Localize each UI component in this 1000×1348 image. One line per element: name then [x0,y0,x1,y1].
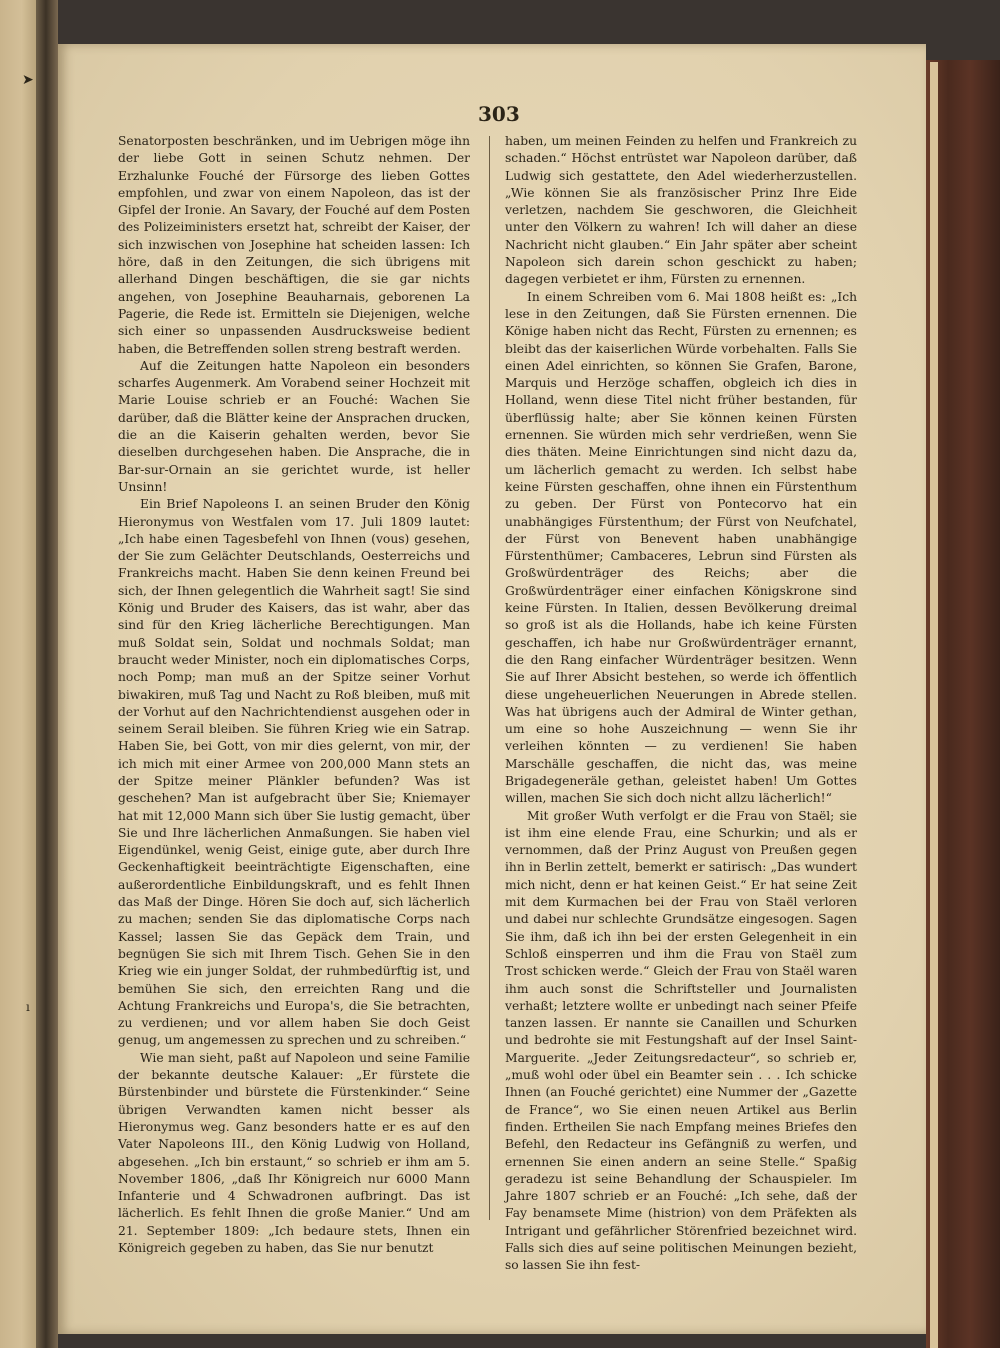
text-column-left [118,133,470,1257]
book-gutter [36,0,58,1348]
facing-page-edge [0,0,36,1348]
column-divider [489,136,490,1220]
paragraph: Senatorposten beschränken, und im Uebrigen möge ihn der liebe Gott in seinen Schutz nehmen. Der Erzhalunke Fouché der Fürsorge des lieben Gottes empfohlen, und zwar von einem Napoleon, das ist der Gipfel der Ironie. An Savary, der Fouché auf dem Posten des Polizeiministers ersetzt hat, schreibt der Kaiser, der sich inzwischen von Josephine hat scheiden lassen: Ich höre, daß in den Zeitungen, die sich übrigens mit allerhand Dingen beschäftigen, die sie gar nichts angehen, von Josephine Beauharnais, geborenen La Pagerie, die Rede ist. Ermitteln sie Diejenigen, welche sich einer so unpassenden Ausdrucksweise bedient haben, die Betreffenden sollen streng bestraft werden. [118,134,470,356]
margin-arrow-mark: ➤ [22,72,34,88]
paragraph: haben, um meinen Feinden zu helfen und Frankreich zu schaden.“ Höchst entrüstet war Napoleon darüber, daß Ludwig sich gestattete, den Adel wiederherzustellen. „Wie können Sie als französischer Prinz Ihre Eide verletzen, nachdem Sie geschworen, die Gleichheit unter den Völkern zu wahren! Ich will daher an diese Nachricht nicht glauben.“ Ein Jahr später aber scheint Napoleon sich darein schon geschickt zu haben; dagegen verbietet er ihm, Fürsten zu ernennen. [505,134,857,287]
paragraph: Auf die Zeitungen hatte Napoleon ein besonders scharfes Augenmerk. Am Vorabend seiner Hochzeit mit Marie Louise schrieb er an Fouché: Wachen Sie darüber, daß die Blätter keine der Ansprachen drucken, die an die Kaiserin gehalten werden, bevor Sie dieselben durchgesehen haben. Die Ansprache, die in Bar-sur-Ornain an sie gerichtet wurde, ist heller Unsinn! [118,358,470,494]
paragraph: Wie man sieht, paßt auf Napoleon und seine Familie der bekannte deutsche Kalauer: „Er fürstete die Bürstenbinder und bürstete die Fürstenkinder.“ Seine übrigen Verwandten kamen nicht besser als Hieronymus weg. Ganz besonders hatte er es auf den Vater Napoleons III., den König Ludwig von Holland, abgesehen. „Ich bin erstaunt,“ so schrieb er ihm am 5. November 1806, „daß Ihr Königreich nur 6000 Mann Infanterie und 4 Schwadronen aufbringt. Das ist lächerlich. Es fehlt Ihnen die große Manier.“ Und am 21. September 1809: „Ich bedaure stets, Ihnen ein Königreich gegeben zu haben, das Sie nur benutzt [118,1050,470,1255]
paragraph: Mit großer Wuth verfolgt er die Frau von Staël; sie ist ihm eine elende Frau, eine Schurkin; und als er vernommen, daß der Prinz August von Preußen gegen ihn in Berlin zettelt, bemerkt er satirisch: „Das wundert mich nicht, denn er hat keinen Geist.“ Er hat seine Zeit mit dem Kurmachen bei der Frau von Staël verloren und dabei nur schlechte Grundsätze eingesogen. Sagen Sie ihm, daß ich ihn bei der ersten Gelegenheit in ein Schloß einsperren und ihm die Frau von Staël zum Trost schicken werde.“ Gleich der Frau von Staël waren ihm auch sonst die Schriftsteller und Journalisten verhaßt; letztere wollte er unbedingt nach seiner Pfeife tanzen lassen. Er nannte sie Canaillen und Schurken und bedrohte sie mit Festungshaft auf der Insel Saint-Marguerite. „Jeder Zeitungsredacteur“, so schrieb er, „muß wohl oder übel ein Beamter sein . . . Ich schicke Ihnen (an Fouché gerichtet) eine Nummer der „Gazette de France“, wo Sie einen neuen Artikel aus Berlin finden. Ertheilen Sie nach Empfang meines Briefes den Befehl, den Redacteur ins Gefängniß zu werfen, und ernennen Sie einen andern an seine Stelle.“ Spaßig geradezu ist seine Behandlung der Schauspieler. Im Jahre 1807 schrieb er an Fouché: „Ich sehe, daß der Fay benamsete Mime (histrion) von dem Präfekten als Intrigant und gefährlicher Störenfried bezeichnet wird. Falls sich dies auf seine politischen Meinungen bezieht, so lassen Sie ihn fest- [505,808,857,1273]
page-block-edge [930,62,938,1348]
paragraph: In einem Schreiben vom 6. Mai 1808 heißt es: „Ich lese in den Zeitungen, daß Sie Fürsten ernennen. Die Könige haben nicht das Recht, Fürsten zu ernennen; es bleibt das der kaiserlichen Würde vorbehalten. Falls Sie einen Adel einrichten, so können Sie Grafen, Barone, Marquis und Herzöge schaffen, obgleich ich dies in Holland, wenn diese Titel nicht früher bestanden, für überflüssig halte; aber Sie können keinen Fürsten ernennen. Sie würden mich sehr verdrießen, wenn Sie dies thäten. Meine Einrichtungen sind nicht dazu da, um lächerlich gemacht zu werden. Ich selbst habe keine Fürsten geschaffen, ohne ihnen ein Fürstenthum zu geben. Der Fürst von Pontecorvo hat ein unabhängiges Fürstenthum; der Fürst von Neufchatel, der Fürst von Benevent haben unabhängige Fürstenthümer; Cambaceres, Lebrun sind Fürsten als Großwürdenträger des Reichs; aber die Großwürdenträger einer einfachen Königskrone sind keine Fürsten. In Italien, dessen Bevölkerung dreimal so groß ist als die Hollands, habe ich keine Fürsten geschaffen, ich habe nur Großwürdenträger ernannt, die den Rang einfacher Würdenträger besitzen. Wenn Sie auf Ihrer Absicht bestehen, so werde ich öffentlich diese ungeheuerlichen Neuerungen in Abrede stellen. Was hat übrigens auch der Admiral de Winter gethan, um eine so hohe Auszeichnung — wenn Sie ihr verleihen könnten — zu verdienen! Sie haben Marschälle geschaffen, die nicht das, was meine Brigadegeneräle gethan, geleistet haben! Um Gottes willen, machen Sie sich doch nicht allzu lächerlich!“ [505,289,857,806]
paragraph: Ein Brief Napoleons I. an seinen Bruder den König Hieronymus von Westfalen vom 17. Juli 1809 lautet: „Ich habe einen Tagesbefehl von Ihnen (vous) gesehen, der Sie zum Gelächter Deutschlands, Oesterreichs und Frankreichs macht. Haben Sie denn keinen Freund bei sich, der Ihnen gelegentlich die Wahrheit sagt! Sie sind König und Bruder des Kaisers, das ist wahr, aber das sind für den Krieg lächerliche Berechtigungen. Man muß Soldat sein, Soldat und nochmals Soldat; man braucht weder Minister, noch ein diplomatisches Corps, noch Pomp; man muß an der Spitze seiner Vorhut biwakiren, muß Tag und Nacht zu Roß bleiben, muß mit der Vorhut auf den Nachrichtendienst ausgehen oder in seinem Serail bleiben. Sie führen Krieg wie ein Satrap. Haben Sie, bei Gott, von mir dies gelernt, von mir, der ich mich mit einer Armee von 200,000 Mann stets an der Spitze meiner Plänkler befunden? Was ist geschehen? Man ist aufgebracht über Sie; Kniemayer hat mit 12,000 Mann sich über Sie lustig gemacht, über Sie und Ihre lächerlichen Anmaßungen. Sie haben viel Eigendünkel, wenig Geist, einige gute, aber durch Ihre Geckenhaftigkeit beeinträchtigte Eigenschaften, eine außerordentliche Einbildungskraft, und es fehlt Ihnen das Maß der Dinge. Hören Sie doch auf, sich lächerlich zu machen; senden Sie das diplomatische Corps nach Kassel; lassen Sie das Gepäck dem Train, und begnügen Sie sich mit Ihrem Tisch. Gehen Sie in den Krieg wie ein junger Soldat, der ruhmbedürftig ist, und bemühen Sie sich, den erreichten Rang und die Achtung Frankreichs und Europa's, die Sie betrachten, zu verdienen; und vor allem haben Sie doch Geist genug, um angemessen zu sprechen und zu schreiben.“ [118,497,470,1048]
page-number: 303 [478,102,520,126]
text-column-right [505,133,857,1275]
margin-tick-mark: ı [26,1000,30,1014]
